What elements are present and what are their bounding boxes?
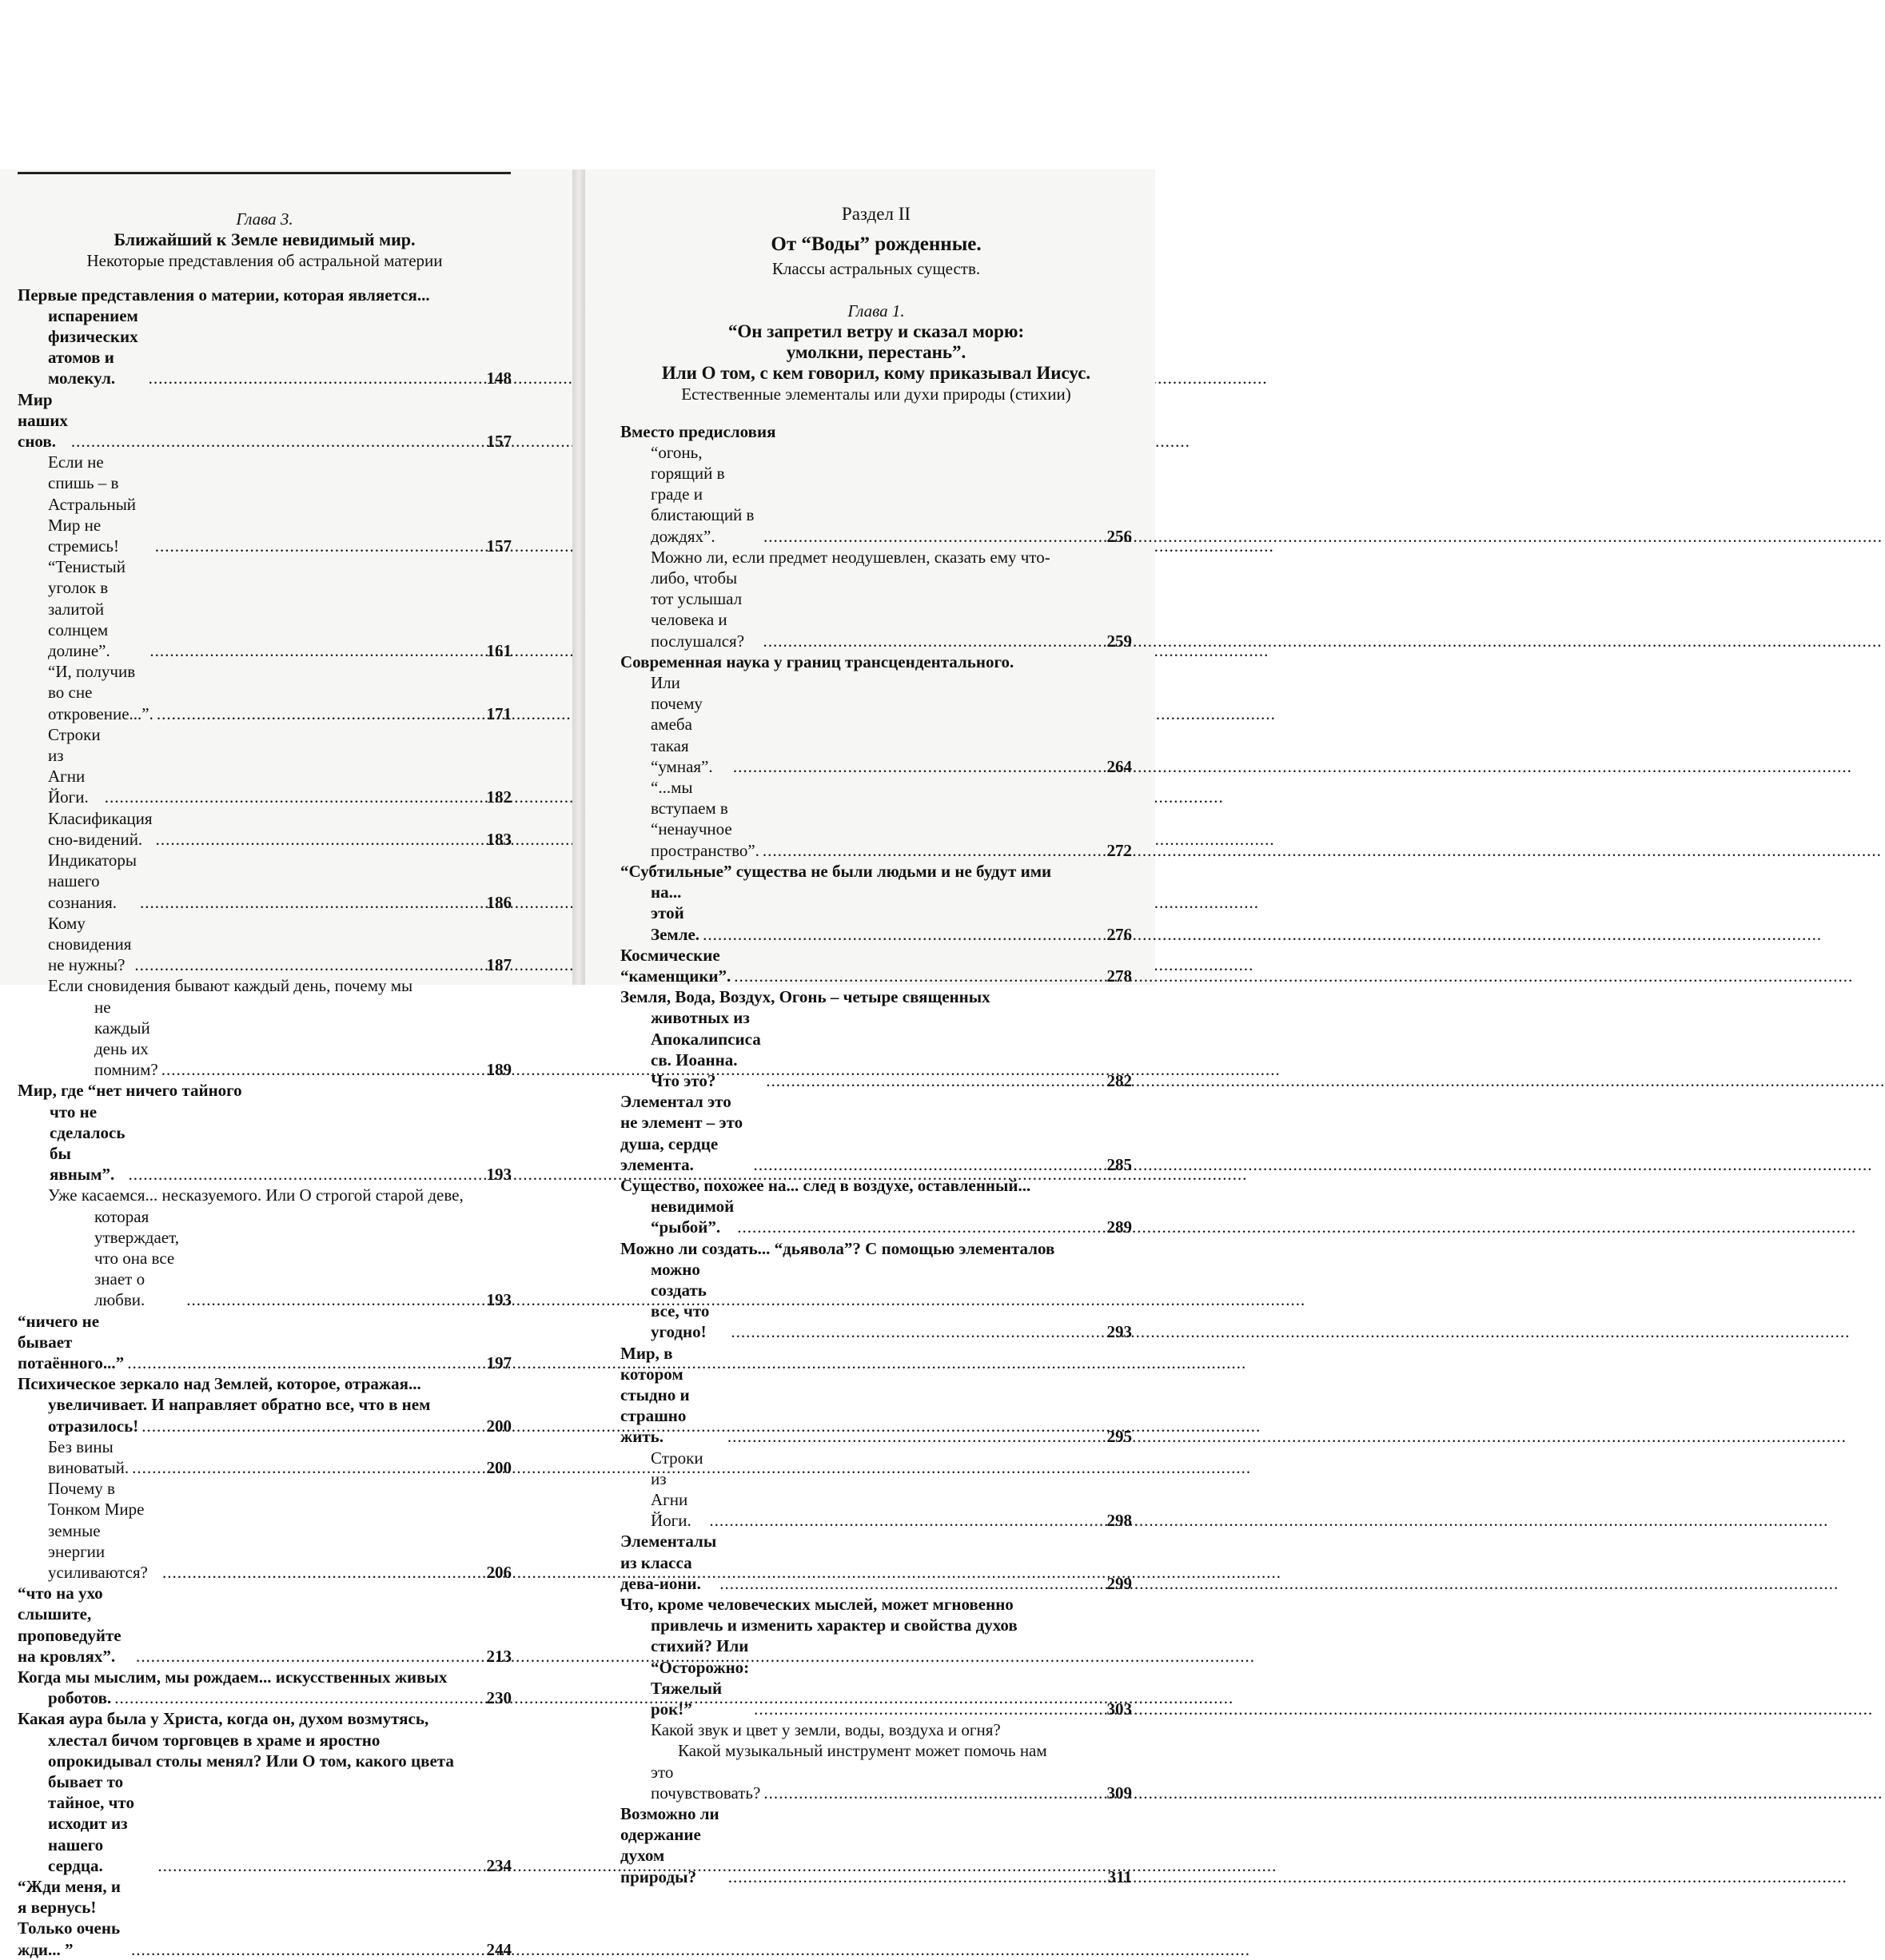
toc-entry bbox=[620, 1238, 1132, 1259]
toc-entry-title: Если не спишь – в Астральный Мир не стремись! bbox=[48, 452, 137, 556]
toc-page-number: 256 bbox=[1106, 526, 1132, 546]
toc-entry bbox=[18, 1730, 512, 1751]
toc-entry bbox=[18, 1436, 512, 1478]
toc-page-number: 244 bbox=[486, 1939, 512, 1959]
toc-leader-dots bbox=[753, 1154, 1102, 1175]
toc-entry bbox=[620, 1762, 1132, 1803]
toc-entry-title: Строки из Агни Йоги. bbox=[48, 724, 101, 807]
toc-entry-title: бывает то тайное, что исходит из нашего сердца. bbox=[48, 1772, 134, 1875]
toc-entry-title: “И, получив во сне откровение...”. bbox=[48, 662, 153, 723]
toc-entry-title: не каждый день их помним? bbox=[94, 997, 158, 1080]
toc-entry-title: Какая аура была у Христа, когда он, духом возмутясь, bbox=[18, 1709, 429, 1729]
chapter-title-line: умолкни, перестань”. bbox=[786, 342, 966, 363]
toc-entry-title: Что, кроме человеческих мыслей, может мгновенно bbox=[620, 1595, 1014, 1614]
toc-page-number: 295 bbox=[1106, 1427, 1132, 1447]
toc-entry-title: это почувствовать? bbox=[651, 1762, 761, 1803]
toc-entry-title: Без вины виноватый. bbox=[48, 1436, 130, 1477]
toc-entry bbox=[620, 1719, 1132, 1740]
toc-entry bbox=[18, 452, 512, 556]
toc-page-number: 183 bbox=[486, 829, 512, 849]
toc-page-number: 282 bbox=[1106, 1070, 1132, 1090]
toc-entry bbox=[620, 1196, 1132, 1237]
toc-page-number: 189 bbox=[486, 1060, 512, 1080]
toc-entry-title: испарением физических атомов и молекул. bbox=[48, 305, 138, 388]
toc-entry-title: Можно ли, если предмет неодушевлен, сказать ему что- bbox=[651, 547, 1050, 567]
toc-entry bbox=[18, 913, 512, 976]
chapter-subtitle: Естественные элементалы или духи природы (стихии) bbox=[681, 384, 1071, 404]
toc-entry bbox=[620, 421, 1132, 442]
toc-entry bbox=[620, 568, 1132, 651]
toc-page-number: 186 bbox=[486, 892, 512, 912]
toc-entry-title: Если сновидения бывают каждый день, почему мы bbox=[48, 976, 413, 996]
chapter-label: Глава 3. bbox=[236, 209, 293, 229]
toc-entry-title: опрокидывал столы менял? Или О том, какого цвета bbox=[48, 1751, 454, 1771]
toc-entry bbox=[18, 850, 512, 913]
toc-leader-dots bbox=[186, 1289, 481, 1310]
toc-page-number: 230 bbox=[486, 1688, 512, 1708]
toc-entry bbox=[18, 1416, 512, 1436]
left-page bbox=[0, 169, 572, 1959]
toc-entry-title: Когда мы мыслим, мы рождаем... искусственных живых bbox=[18, 1667, 448, 1687]
toc-entry bbox=[18, 556, 512, 661]
toc-entry bbox=[620, 1594, 1132, 1615]
toc-leader-dots bbox=[132, 1457, 481, 1478]
toc-entry bbox=[18, 808, 512, 850]
left-column bbox=[18, 169, 512, 1960]
toc-entry-title: либо, чтобы тот услышал человека и послушался? bbox=[651, 568, 745, 651]
toc-entry bbox=[620, 1259, 1132, 1343]
toc-page-number: 311 bbox=[1107, 1866, 1132, 1886]
toc-page-number: 259 bbox=[1106, 631, 1132, 651]
toc-entry bbox=[620, 882, 1132, 945]
toc-entry bbox=[18, 1876, 512, 1960]
toc-entry bbox=[18, 1687, 512, 1708]
toc-leader-dots bbox=[703, 924, 1102, 945]
toc-leader-dots bbox=[734, 966, 1102, 986]
toc-page-number: 234 bbox=[486, 1855, 512, 1875]
toc-entry-title: Или почему амеба такая “умная”. bbox=[651, 673, 713, 776]
toc-page-number: 206 bbox=[486, 1563, 512, 1582]
toc-entry bbox=[18, 1080, 512, 1101]
toc-entry-title: Класификация сно-видений. bbox=[48, 808, 153, 849]
toc-leader-dots bbox=[161, 1059, 482, 1080]
toc-page-number: 293 bbox=[1106, 1322, 1132, 1342]
toc-entry bbox=[18, 997, 512, 1081]
toc-entry bbox=[620, 1448, 1132, 1532]
toc-page-number: 197 bbox=[486, 1352, 512, 1372]
toc-page-number: 161 bbox=[486, 641, 512, 661]
toc-entry-title: “...мы вступаем в “ненаучное пространство”. bbox=[651, 778, 759, 860]
toc-page-number: 187 bbox=[486, 955, 512, 975]
chapter-subtitle: Некоторые представления об астральной материи bbox=[86, 251, 443, 271]
toc-entry bbox=[620, 861, 1132, 882]
toc-entry-title: “Жди меня, и я вернусь! Только очень жди... ” bbox=[18, 1877, 121, 1959]
toc-entry-title: Элементалы из класса дева-иони. bbox=[620, 1532, 717, 1593]
toc-entry-title: Вместо предисловия bbox=[620, 421, 776, 441]
toc-leader-dots bbox=[157, 703, 482, 724]
toc-entry-title: отразилось! bbox=[48, 1416, 139, 1436]
toc-leader-dots bbox=[105, 787, 482, 807]
toc-page-number: 193 bbox=[486, 1290, 512, 1310]
toc-entry-title: Строки из Агни Йоги. bbox=[651, 1448, 703, 1531]
toc-leader-dots bbox=[737, 1217, 1102, 1237]
toc-list bbox=[620, 421, 1132, 1887]
toc-page-number: 299 bbox=[1106, 1573, 1132, 1593]
toc-entry bbox=[18, 389, 512, 452]
toc-leader-dots bbox=[763, 631, 1102, 651]
toc-entry-title: “огонь, горящий в граде и блистающий в дождях”. bbox=[651, 442, 755, 546]
toc-entry bbox=[18, 1102, 512, 1185]
toc-list bbox=[18, 285, 512, 1960]
toc-leader-dots bbox=[156, 829, 482, 850]
toc-page-number: 272 bbox=[1106, 840, 1132, 860]
right-column bbox=[620, 169, 1132, 1887]
toc-leader-dots bbox=[766, 1070, 1102, 1091]
toc-leader-dots bbox=[733, 756, 1102, 777]
toc-leader-dots bbox=[128, 1164, 481, 1185]
toc-page-number: 171 bbox=[486, 703, 512, 723]
toc-entry bbox=[620, 547, 1132, 568]
toc-entry bbox=[18, 724, 512, 808]
toc-entry bbox=[18, 975, 512, 996]
right-page bbox=[585, 169, 1155, 1886]
toc-page-number: 157 bbox=[486, 432, 512, 452]
toc-entry-title: Первые представления о материи, которая является... bbox=[18, 285, 430, 305]
toc-entry-title: животных из Апокалипсиса св. Иоанна. Что это? bbox=[651, 1008, 761, 1090]
toc-entry bbox=[18, 1185, 512, 1205]
toc-entry-title: Можно ли создать... “дьявола”? С помощью элементалов bbox=[620, 1238, 1055, 1258]
toc-entry bbox=[18, 1478, 512, 1583]
toc-page-number: 298 bbox=[1106, 1511, 1132, 1531]
toc-entry bbox=[18, 285, 512, 305]
toc-entry-title: Возможно ли одержание духом природы? bbox=[620, 1804, 719, 1886]
toc-entry-title: увеличивает. И направляет обратно все, что в нем bbox=[48, 1395, 431, 1415]
toc-entry bbox=[18, 1751, 512, 1771]
toc-entry bbox=[620, 1343, 1132, 1448]
toc-leader-dots bbox=[728, 1866, 1103, 1887]
toc-leader-dots bbox=[149, 368, 482, 388]
toc-page-number: 264 bbox=[1106, 756, 1132, 776]
toc-page-number: 182 bbox=[486, 787, 512, 807]
toc-leader-dots bbox=[763, 526, 1102, 547]
toc-entry bbox=[620, 1091, 1132, 1175]
toc-leader-dots bbox=[155, 536, 482, 556]
toc-entry bbox=[18, 1667, 512, 1687]
toc-entry bbox=[620, 986, 1132, 1007]
toc-entry bbox=[18, 1373, 512, 1394]
toc-entry-title: Какой звук и цвет у земли, воды, воздуха и огня? bbox=[651, 1720, 1001, 1740]
toc-leader-dots bbox=[131, 1939, 482, 1960]
toc-entry bbox=[620, 777, 1132, 861]
toc-leader-dots bbox=[731, 1321, 1102, 1342]
toc-entry bbox=[620, 651, 1132, 672]
toc-entry-title: Психическое зеркало над Землей, которое, отражая... bbox=[18, 1374, 421, 1394]
toc-entry-title: Существо, похожее на... след в воздухе, оставленный... bbox=[620, 1175, 1031, 1195]
toc-entry-title: которая утверждает, что она все знает о любви. bbox=[94, 1206, 179, 1310]
toc-page-number: 303 bbox=[1106, 1699, 1132, 1719]
toc-entry bbox=[18, 1708, 512, 1729]
toc-entry-title: Почему в Тонком Мире земные энергии усиливаются? bbox=[48, 1479, 148, 1582]
toc-page-number: 276 bbox=[1106, 924, 1132, 944]
book-spread bbox=[0, 169, 1155, 1959]
toc-entry bbox=[18, 1583, 512, 1667]
section-subtitle: Классы астральных существ. bbox=[771, 259, 981, 279]
toc-page-number: 213 bbox=[486, 1646, 512, 1666]
toc-page-number: 278 bbox=[1106, 966, 1132, 986]
toc-entry-title: что не сделалось бы явным”. bbox=[50, 1102, 126, 1185]
toc-page-number: 148 bbox=[486, 368, 512, 388]
toc-entry-title: Какой музыкальный инструмент может помочь нам bbox=[678, 1741, 1047, 1761]
toc-entry bbox=[620, 442, 1132, 547]
toc-entry bbox=[620, 1531, 1132, 1594]
toc-page-number: 285 bbox=[1106, 1154, 1132, 1174]
toc-leader-dots bbox=[763, 840, 1102, 861]
toc-entry-title: хлестал бичом торговцев в храме и яростно bbox=[48, 1730, 381, 1750]
toc-leader-dots bbox=[71, 431, 482, 452]
toc-entry-title: “Тенистый уголок в залитой солнцем долине”. bbox=[48, 557, 126, 661]
toc-leader-dots bbox=[141, 1416, 481, 1436]
toc-page-number: 200 bbox=[486, 1416, 512, 1436]
toc-leader-dots bbox=[157, 1855, 481, 1876]
toc-leader-dots bbox=[754, 1699, 1102, 1719]
toc-entry-title: роботов. bbox=[48, 1688, 112, 1708]
toc-leader-dots bbox=[162, 1562, 482, 1583]
chapter-title-line: Или О том, с кем говорил, кому приказывал Иисус. bbox=[661, 363, 1091, 384]
chapter-title: Ближайший к Земле невидимый мир. bbox=[114, 229, 416, 250]
toc-entry bbox=[620, 1803, 1132, 1887]
toc-leader-dots bbox=[114, 1687, 481, 1708]
toc-entry-title: “ничего не бывает потаённого...” bbox=[18, 1311, 125, 1372]
toc-leader-dots bbox=[709, 1510, 1102, 1531]
toc-page-number: 193 bbox=[486, 1165, 512, 1185]
toc-entry-title: Мир, в котором стыдно и страшно жить. bbox=[620, 1343, 690, 1447]
toc-entry-title: на... этой Земле. bbox=[651, 882, 700, 944]
section-title: От “Воды” рожденные. bbox=[771, 233, 982, 256]
toc-entry-title: Уже касаемся... несказуемого. Или О строгой старой деве, bbox=[48, 1185, 464, 1205]
toc-entry bbox=[18, 1394, 512, 1415]
toc-page-number: 289 bbox=[1106, 1217, 1132, 1237]
toc-leader-dots bbox=[140, 892, 482, 913]
toc-entry-title: Земля, Вода, Воздух, Огонь – четыре священных bbox=[620, 987, 990, 1007]
toc-entry bbox=[620, 1175, 1132, 1196]
toc-entry-title: Космические “каменщики”. bbox=[620, 945, 731, 986]
toc-entry bbox=[18, 661, 512, 724]
toc-entry-title: невидимой “рыбой”. bbox=[651, 1197, 735, 1237]
book-gutter bbox=[572, 169, 585, 985]
toc-leader-dots bbox=[763, 1783, 1102, 1803]
chapter-label: Глава 1. bbox=[847, 301, 905, 321]
toc-entry bbox=[18, 1771, 512, 1876]
toc-entry-title: Мир, где “нет ничего тайного bbox=[18, 1081, 242, 1101]
toc-entry bbox=[620, 945, 1132, 986]
toc-entry-title: “Субтильные” существа не были людьми и не будут ими bbox=[620, 861, 1052, 881]
toc-leader-dots bbox=[127, 1352, 481, 1373]
toc-entry-title: Современная наука у границ трансцендентального. bbox=[620, 651, 1014, 671]
toc-leader-dots bbox=[134, 954, 481, 975]
toc-leader-dots bbox=[136, 1646, 481, 1667]
toc-page-number: 157 bbox=[486, 536, 512, 556]
toc-leader-dots bbox=[727, 1426, 1102, 1447]
toc-entry bbox=[18, 1206, 512, 1311]
toc-leader-dots bbox=[149, 640, 481, 661]
toc-entry-title: Индикаторы нашего сознания. bbox=[48, 851, 137, 912]
toc-entry-title: стихий? Или “Осторожно: Тяжелый рок!” bbox=[651, 1636, 750, 1719]
toc-entry-title: Кому сновидения не нужны? bbox=[48, 913, 132, 975]
toc-page-number: 200 bbox=[486, 1457, 512, 1477]
toc-entry bbox=[620, 1740, 1132, 1761]
toc-page-number: 309 bbox=[1106, 1783, 1132, 1803]
toc-entry-title: Мир наших снов. bbox=[18, 389, 68, 452]
toc-entry bbox=[620, 672, 1132, 777]
toc-leader-dots bbox=[719, 1573, 1102, 1594]
toc-entry-title: Элементал это не элемент – это душа, сердце элемента. bbox=[620, 1092, 743, 1174]
toc-entry bbox=[620, 1007, 1132, 1091]
toc-entry-title: “что на ухо слышите, проповедуйте на кровлях”. bbox=[18, 1584, 122, 1666]
toc-entry-title: привлечь и изменить характер и свойства духов bbox=[651, 1615, 1018, 1635]
toc-entry bbox=[18, 1311, 512, 1374]
toc-entry bbox=[620, 1635, 1132, 1719]
toc-entry bbox=[620, 1615, 1132, 1635]
toc-entry-title: можно создать все, что угодно! bbox=[651, 1259, 710, 1342]
section-label: Раздел II bbox=[841, 204, 911, 224]
toc-entry bbox=[18, 305, 512, 389]
chapter-title-line: “Он запретил ветру и сказал морю: bbox=[727, 321, 1025, 341]
